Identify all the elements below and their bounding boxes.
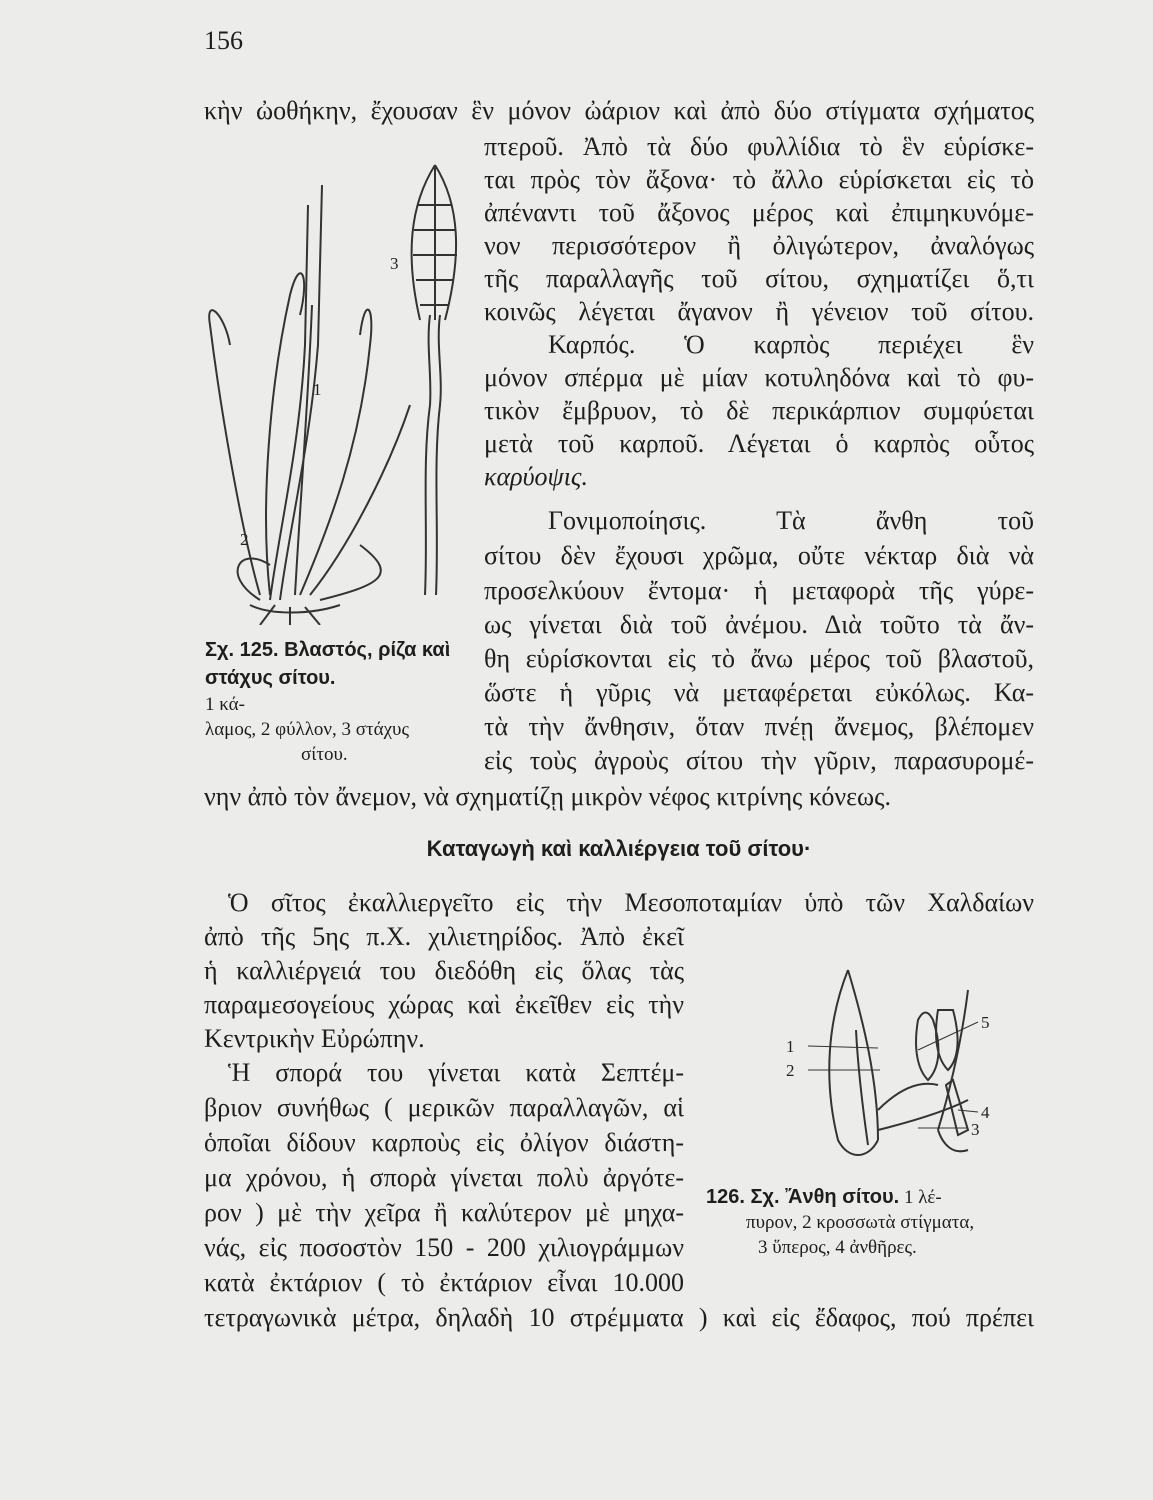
text-line: τικὸν ἔμβρυον, τὸ δὲ περικάρπιον συμφύεται xyxy=(484,396,1034,425)
text-line: προσελκύουν ἔντομα· ἡ μεταφορὰ τῆς γύρε- xyxy=(484,576,1034,605)
caption-text: 1 λέ- xyxy=(903,1187,942,1208)
text-line: μετὰ τοῦ καρποῦ. Λέγεται ὁ καρπὸς οὗτος xyxy=(484,429,1034,458)
text-line: ἡ καλλιέργειά του διεδόθη εἰς ὅλας τὰς xyxy=(204,956,684,985)
text-line-section-gonimopoiisis: Γονιμοποίησις. Τὰ ἄνθη τοῦ xyxy=(548,506,1034,535)
text-line: κοινῶς λέγεται ἄγανον ἢ γένειον τοῦ σίτου. xyxy=(484,297,1034,326)
section-heading: Καταγωγὴ καὶ καλλιέργεια τοῦ σίτου· xyxy=(426,836,812,861)
text-line: πτεροῦ. Ἀπὸ τὰ δύο φυλλίδια τὸ ἓν εὑρίσκε- xyxy=(484,132,1034,161)
text-line: ρον ) μὲ τὴν χεῖρα ἢ καλύτερον μὲ μηχα- xyxy=(204,1198,684,1227)
text-line: Κεντρικὴν Εὐρώπην. xyxy=(204,1024,425,1053)
text-line: μα χρόνου, ἡ σπορὰ γίνεται πολὺ ἀργότε- xyxy=(204,1163,684,1192)
caption-title: Σχ. 125. Βλαστός, ρίζα καὶ στάχυς σίτου. xyxy=(205,639,451,689)
text-line: νην ἀπὸ τὸν ἄνεμον, νὰ σχηματίζῃ μικρὸν νέφος κιτρίνης κόνεως. xyxy=(204,782,891,811)
text-line: βριον συνήθως ( μερικῶν παραλλαγῶν, αἱ xyxy=(204,1093,684,1122)
text-line: τῆς παραλλαγῆς τοῦ σίτου, σχηματίζει ὅ,τι xyxy=(484,264,1034,293)
figure-label: 2 xyxy=(240,530,249,549)
figure-label: 2 xyxy=(786,1061,795,1080)
caption-text: 3 ὕπερος, 4 ἀνθῆρες. xyxy=(758,1237,917,1258)
text-line: ται πρὸς τὸν ἄξονα· τὸ ἄλλο εὑρίσκεται εἰς τὸ xyxy=(484,165,1034,194)
text-line: καρύοψις. xyxy=(484,462,588,491)
text-line: θη εὑρίσκονται εἰς τὸ ἄνω μέρος τοῦ βλαστοῦ, xyxy=(484,644,1034,673)
text-line: ως γίνεται διὰ τοῦ ἀνέμου. Διὰ τοῦτο τὰ ἄν- xyxy=(484,610,1034,639)
caption-title: 126. Σχ. Ἄνθη σίτου. xyxy=(706,1186,900,1208)
caption-text: λαμος, 2 φύλλον, 3 στάχυς xyxy=(205,719,409,740)
text-line: νον περισσότερον ἢ ὀλιγώτερον, ἀναλόγως xyxy=(484,231,1034,260)
figure-125-caption xyxy=(205,636,460,767)
text-line: ἀπέναντι τοῦ ἄξονος μέρος καὶ ἐπιμηκυνόμε- xyxy=(484,198,1034,227)
figure-label: 5 xyxy=(981,1013,990,1032)
text-line: ἀπὸ τῆς 5ης π.Χ. χιλιετηρίδος. Ἀπὸ ἐκεῖ xyxy=(204,922,684,951)
text-line: τετραγωνικὰ μέτρα, δηλαδὴ 10 στρέμματα ) καὶ εἰς ἔδαφος, πού πρέπει xyxy=(204,1303,1034,1332)
text-line: ὥστε ἡ γῦρις νὰ μεταφέρεται εὐκόλως. Κα- xyxy=(484,678,1034,707)
figure-label: 4 xyxy=(981,1103,990,1122)
page-number: 156 xyxy=(204,26,243,55)
wheat-flower-illustration xyxy=(768,960,1038,1170)
text-line: εἰς τοὺς ἀγροὺς σίτου τὴν γῦριν, παρασυρομέ- xyxy=(484,746,1034,775)
text-line: σίτου δὲν ἔχουσι χρῶμα, οὔτε νέκταρ διὰ νὰ xyxy=(484,541,1034,570)
caption-text: σίτου. xyxy=(301,744,348,765)
caption-text: 1 κά- xyxy=(205,694,245,715)
text-line: ὁποῖαι δίδουν καρποὺς εἰς ὀλίγον διάστη- xyxy=(204,1128,684,1157)
text-line: κατὰ ἐκτάριον ( τὸ ἐκτάριον εἶναι 10.000 xyxy=(204,1268,684,1297)
text-line: μόνον σπέρμα μὲ μίαν κοτυληδόνα καὶ τὸ φυ- xyxy=(484,363,1034,392)
text-line: Ὁ σῖτος ἐκαλλιεργεῖτο εἰς τὴν Μεσοποταμίαν ὑπὸ τῶν Χαλδαίων xyxy=(228,888,1034,917)
text-line: νάς, εἰς ποσοστὸν 150 - 200 χιλιογράμμων xyxy=(204,1233,684,1262)
figure-label: 3 xyxy=(390,254,399,273)
figure-label: 1 xyxy=(313,380,322,399)
text-line: κὴν ὠοθήκην, ἔχουσαν ἓν μόνον ὠάριον καὶ ἀπὸ δύο στίγματα σχήματος xyxy=(204,96,1034,125)
figure-126-caption xyxy=(706,1185,1036,1260)
text-line: τὰ τὴν ἄνθησιν, ὅταν πνέῃ ἄνεμος, βλέπομεν xyxy=(484,712,1034,741)
caption-text: πυρον, 2 κροσσωτὰ στίγματα, xyxy=(746,1212,975,1233)
figure-label: 1 xyxy=(786,1037,795,1056)
wheat-plant-illustration xyxy=(200,145,480,625)
text-line-section-karpos: Καρπός. Ὁ καρπὸς περιέχει ἓν xyxy=(548,330,1034,359)
text-line: Ἡ σπορά του γίνεται κατὰ Σεπτέμ- xyxy=(228,1058,684,1087)
text-line: παραμεσογείους χώρας καὶ ἐκεῖθεν εἰς τὴν xyxy=(204,990,684,1019)
figure-label: 3 xyxy=(971,1120,980,1139)
